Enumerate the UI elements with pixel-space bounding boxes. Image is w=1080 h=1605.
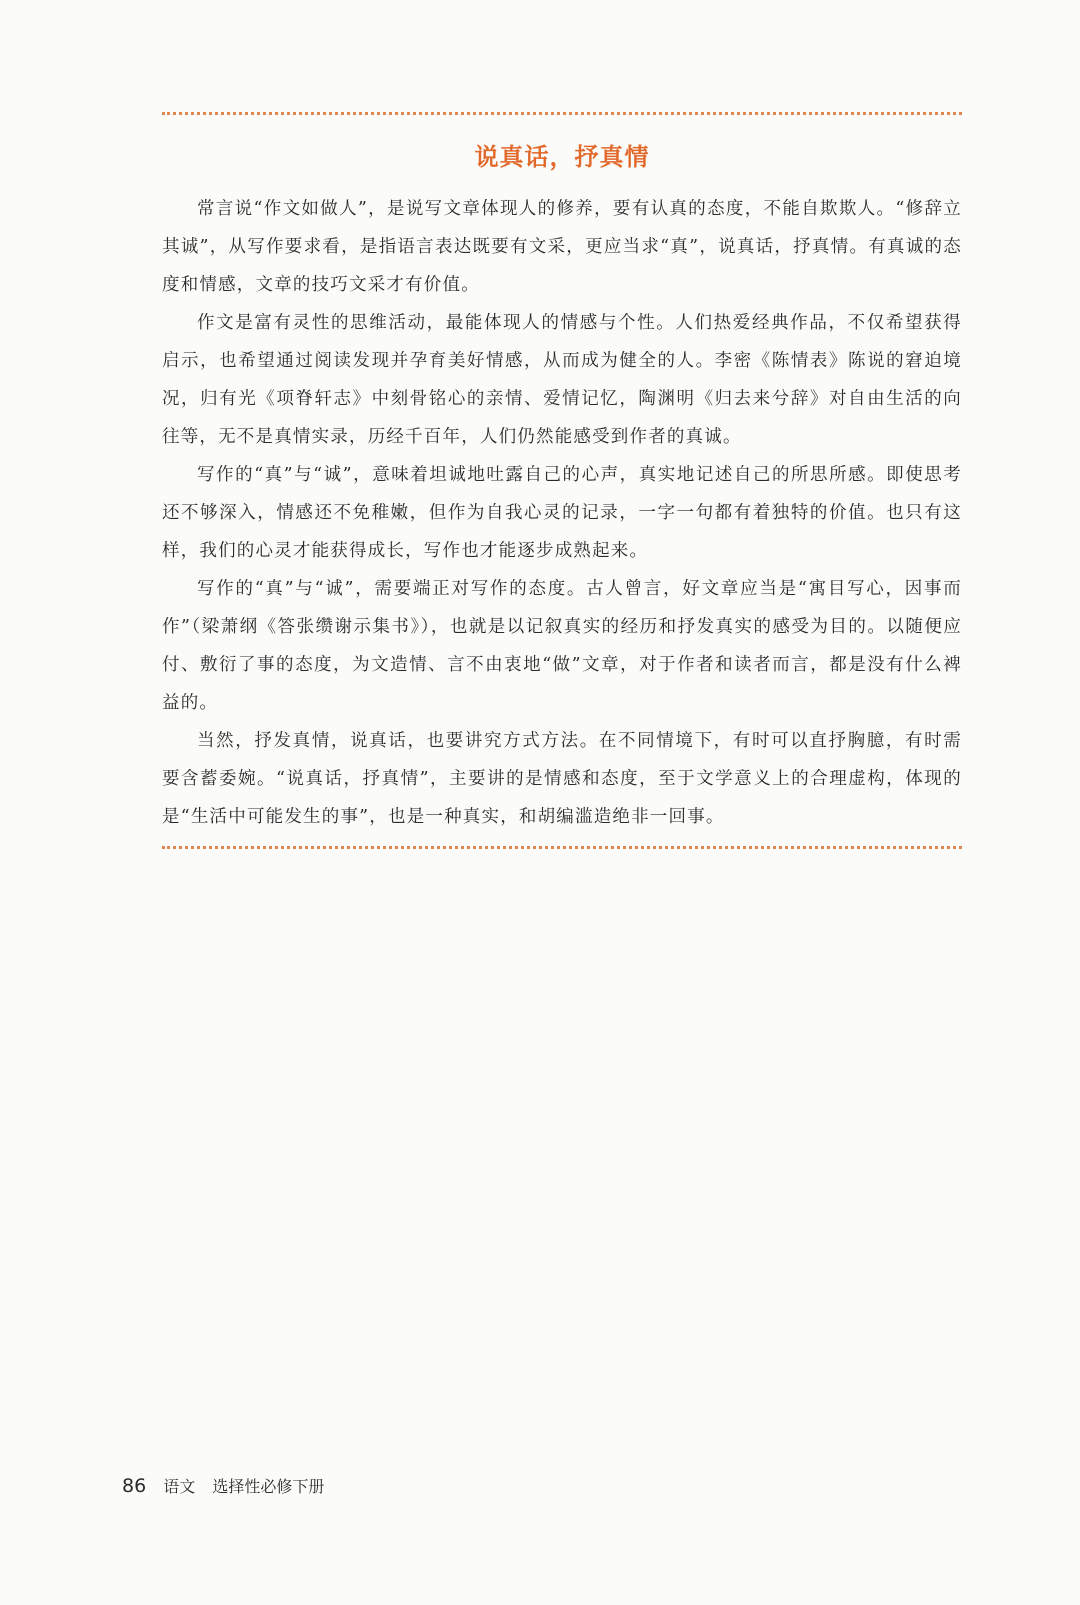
footer-subject: 语文 — [163, 1477, 196, 1496]
reading-box — [162, 112, 962, 849]
page-footer — [122, 1474, 324, 1497]
footer-book-title: 选择性必修下册 — [212, 1477, 325, 1496]
section-title: 说真话，抒真情 — [474, 143, 650, 171]
paragraph-4: 写作的“真”与“诚”，需要端正对写作的态度。古人曾言，好文章应当是“寓目写心，因事而作”（梁萧纲《答张缵谢示集书》），也就是以记叙真实的经历和抒发真实的感受为目的。以随便应付、敷衍了事的态度，为文造情、言不由衷地“做”文章，对于作者和读者而言，都是没有什么裨益的。 — [162, 579, 962, 713]
bottom-dotted-divider — [162, 846, 962, 849]
paragraph-5: 当然，抒发真情，说真话，也要讲究方式方法。在不同情境下，有时可以直抒胸臆，有时需要含蓄委婉。“说真话，抒真情”，主要讲的是情感和态度，至于文学意义上的合理虚构，体现的是“生活中可能发生的事”，也是一种真实，和胡编滥造绝非一回事。 — [162, 731, 962, 827]
paragraph-3: 写作的“真”与“诚”，意味着坦诚地吐露自己的心声，真实地记述自己的所思所感。即使思考还不够深入，情感还不免稚嫩，但作为自我心灵的记录，一字一句都有着独特的价值。也只有这样，我们的心灵才能获得成长，写作也才能逐步成熟起来。 — [162, 465, 962, 561]
top-dotted-divider — [162, 112, 962, 115]
page-number: 86 — [122, 1475, 147, 1497]
paragraph-1: 常言说“作文如做人”，是说写文章体现人的修养，要有认真的态度，不能自欺欺人。“修辞立其诚”，从写作要求看，是指语言表达既要有文采，更应当求“真”，说真话，抒真情。有真诚的态度和情感，文章的技巧文采才有价值。 — [162, 199, 962, 295]
paragraph-2: 作文是富有灵性的思维活动，最能体现人的情感与个性。人们热爱经典作品，不仅希望获得启示，也希望通过阅读发现并孕育美好情感，从而成为健全的人。李密《陈情表》陈说的窘迫境况，归有光《项脊轩志》中刻骨铭心的亲情、爱情记忆，陶渊明《归去来兮辞》对自由生活的向往等，无不是真情实录，历经千百年，人们仍然能感受到作者的真诚。 — [162, 313, 962, 447]
